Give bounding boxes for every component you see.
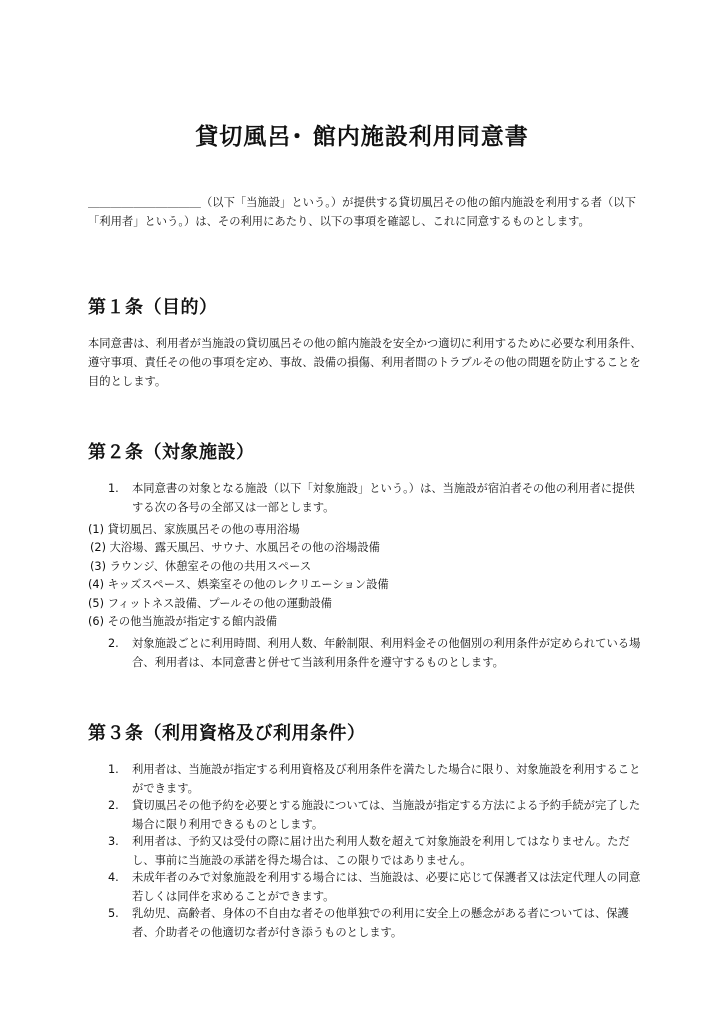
article-3-item-2 <box>108 796 644 834</box>
item-number: 3. <box>108 835 119 848</box>
list-item: (3) ラウンジ、休憩室その他の共用スペース <box>90 559 312 573</box>
list-item: (1) 貸切風呂、家族風呂その他の専用浴場 <box>88 523 300 536</box>
article-3-item-5 <box>108 904 644 942</box>
article-2-item-1 <box>108 479 644 517</box>
article-3-item-3 <box>108 832 644 870</box>
article-3-item-4 <box>108 868 644 906</box>
article-2-heading: 第２条（対象施設） <box>88 442 255 463</box>
list-item: (5) フィットネス設備、プールその他の運動設備 <box>88 596 332 610</box>
item-number: 5. <box>108 907 119 920</box>
article-3-item-1 <box>108 760 644 798</box>
item-number: 1. <box>108 763 119 776</box>
intro-paragraph: ＿＿＿＿＿＿＿＿＿＿（以下「当施設」という。）が提供する貸切風呂その他の館内施設を利用する者（以下「利用者」という。）は、その利用にあたり、以下の事項を確認し、これに同意するものとします。 <box>88 196 636 228</box>
item-text: 本同意書の対象となる施設（以下「対象施設」という。）は、当施設が宿泊者その他の利用者に提供する次の各号の全部又は一部とします。 <box>132 482 635 514</box>
list-item: (2) 大浴場、露天風呂、サウナ、水風呂その他の浴場設備 <box>90 541 380 555</box>
item-number: 2. <box>108 637 119 650</box>
facility-list <box>88 521 638 631</box>
article-3-heading: 第３条（利用資格及び利用条件） <box>88 723 366 744</box>
item-number: 1. <box>108 482 119 495</box>
item-text: 対象施設ごとに利用時間、利用人数、年齢制限、利用料金その他個別の利用条件が定められている場合、利用者は、本同意書と併せて当該利用条件を遵守するものとします。 <box>132 637 641 669</box>
item-text: 乳幼児、高齢者、身体の不自由な者その他単独での利用に安全上の懸念がある者については、保護者、介助者その他適切な者が付き添うものとします。 <box>132 907 629 939</box>
list-item: (6) その他当施設が指定する館内設備 <box>88 615 278 629</box>
item-number: 2. <box>108 799 119 812</box>
article-1-body: 本同意書は、利用者が当施設の貸切風呂その他の館内施設を安全かつ適切に利用するために必要な利用条件、遵守事項、責任その他の事項を定め、事故、設備の損傷、利用者間のトラブルその他の問題を防止することを目的とします。 <box>88 337 642 388</box>
item-text: 未成年者のみで対象施設を利用する場合には、当施設は、必要に応じて保護者又は法定代理人の同意若しくは同伴を求めることができます。 <box>132 871 641 903</box>
article-2-item-2 <box>108 634 644 672</box>
list-item: (4) キッズスペース、娯楽室その他のレクリエーション設備 <box>88 578 389 592</box>
document-title: 貸切風呂･ 館内施設利用同意書 <box>195 124 529 150</box>
article-1-heading: 第１条（目的） <box>88 297 218 318</box>
item-text: 貸切風呂その他予約を必要とする施設については、当施設が指定する方法による予約手続が完了した場合に限り利用できるものとします。 <box>132 799 641 831</box>
item-number: 4. <box>108 871 119 884</box>
item-text: 利用者は、予約又は受付の際に届け出た利用人数を超えて対象施設を利用してはなりません。ただし、事前に当施設の承諾を得た場合は、この限りではありません。 <box>132 835 630 867</box>
item-text: 利用者は、当施設が指定する利用資格及び利用条件を満たした場合に限り、対象施設を利用することができます。 <box>132 763 641 795</box>
